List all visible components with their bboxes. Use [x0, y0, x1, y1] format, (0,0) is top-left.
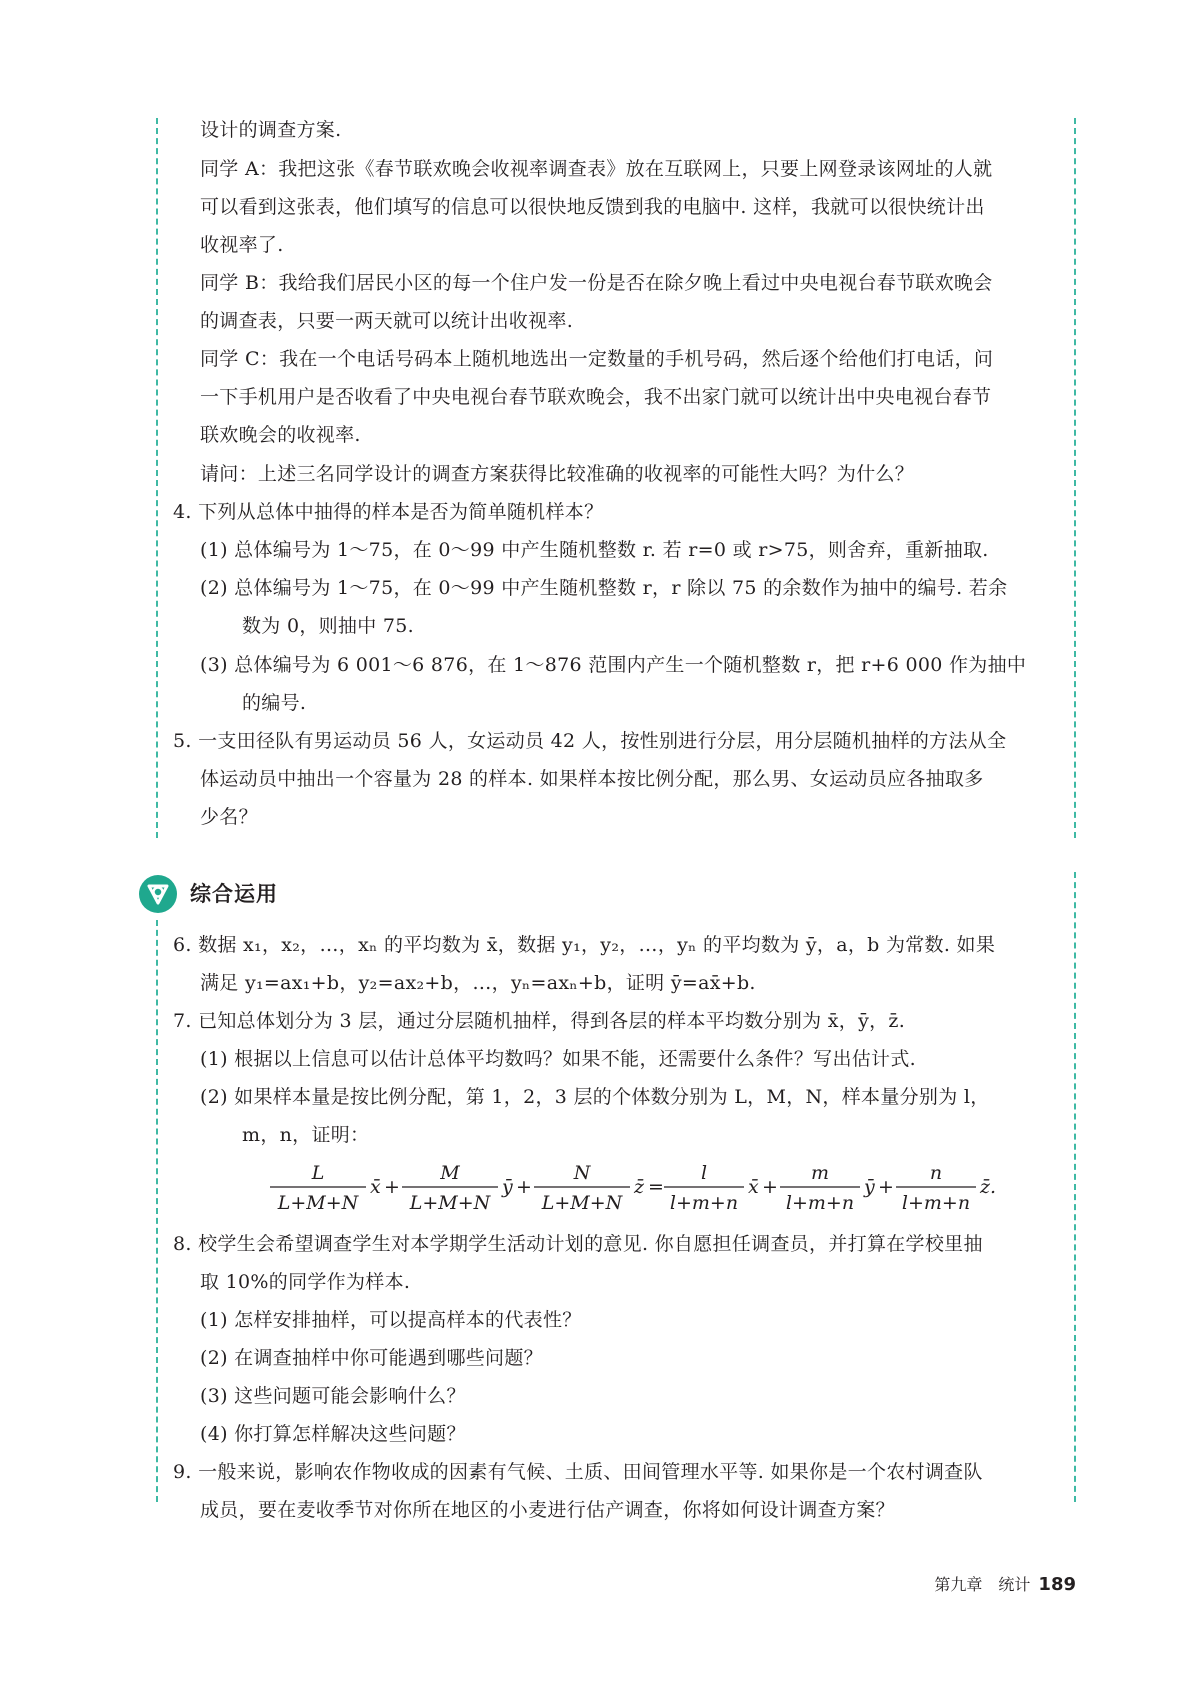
- exercise-4-item-3: (3) 总体编号为 6 001～6 876，在 1～876 范围内产生一个随机整数 r，把 r+6 000 作为抽中: [200, 654, 1027, 676]
- formula-denominator: L+M+N: [277, 1192, 359, 1214]
- exercise-9: 9. 一般来说，影响农作物收成的因素有气候、土质、田间管理水平等. 如果你是一个农村调查队: [173, 1461, 983, 1483]
- section-title: 综合运用: [190, 882, 278, 906]
- formula-denominator: L+M+N: [541, 1192, 623, 1214]
- exercise-8: 8. 校学生会希望调查学生对本学期学生活动计划的意见. 你自愿担任调查员，并打算在学校里抽: [173, 1233, 983, 1255]
- exercise-4: 4. 下列从总体中抽得的样本是否为简单随机样本？: [173, 501, 604, 523]
- formula-plus: +: [384, 1176, 400, 1198]
- formula-variable: ȳ: [502, 1176, 513, 1198]
- exercise-4-item-3-cont: 的编号.: [242, 692, 307, 714]
- formula-variable: z̄: [634, 1176, 645, 1198]
- student-c-text: 联欢晚会的收视率.: [200, 424, 361, 446]
- formula-variable: x̄: [370, 1176, 381, 1198]
- exercise-6-cont: 满足 y₁=ax₁+b，y₂=ax₂+b，…，yₙ=axₙ+b，证明 ȳ=ax̄+b.: [200, 972, 756, 994]
- formula-plus: +: [516, 1176, 532, 1198]
- formula-numerator: N: [573, 1162, 591, 1184]
- formula-variable: z̄.: [980, 1176, 997, 1198]
- exercise-4-item-2-cont: 数为 0，则抽中 75.: [242, 615, 414, 637]
- exercise-7-item-2: (2) 如果样本量是按比例分配，第 1，2，3 层的个体数分别为 L，M，N，样本量分别为 l，: [200, 1086, 990, 1108]
- formula-denominator: l+m+n: [901, 1192, 971, 1214]
- student-b-text: 的调查表，只要一两天就可以统计出收视率.: [200, 310, 574, 332]
- student-c-text: 同学 C：我在一个电话号码本上随机地选出一定数量的手机号码，然后逐个给他们打电话，问: [200, 348, 994, 370]
- frame-left-top: [156, 118, 158, 838]
- exercise-6: 6. 数据 x₁，x₂，…，xₙ 的平均数为 x̄，数据 y₁，y₂，…，yₙ 的平均数为 ȳ，a，b 为常数. 如果: [173, 934, 996, 956]
- exercise-5-cont: 少名？: [200, 806, 258, 828]
- formula-denominator: l+m+n: [785, 1192, 855, 1214]
- formula-numerator: m: [810, 1162, 830, 1184]
- formula-denominator: l+m+n: [669, 1192, 739, 1214]
- formula-equals: =: [648, 1176, 664, 1198]
- student-a-text: 同学 A：我把这张《春节联欢晚会收视率调查表》放在互联网上，只要上网登录该网址的人就: [200, 158, 993, 180]
- exercise-7: 7. 已知总体划分为 3 层，通过分层随机抽样，得到各层的样本平均数分别为 x̄，ȳ，z̄.: [173, 1010, 906, 1032]
- exercise-8-item-4: (4) 你打算怎样解决这些问题？: [200, 1423, 466, 1445]
- formula-numerator: L: [311, 1162, 325, 1184]
- exercise-8-cont: 取 10%的同学作为样本.: [200, 1271, 411, 1293]
- formula-plus: +: [878, 1176, 894, 1198]
- student-a-text: 可以看到这张表，他们填写的信息可以很快地反馈到我的电脑中. 这样，我就可以很快统计出: [200, 196, 985, 218]
- formula-variable: ȳ: [864, 1176, 875, 1198]
- student-b-text: 同学 B：我给我们居民小区的每一个住户发一份是否在除夕晚上看过中央电视台春节联欢晚会: [200, 272, 993, 294]
- formula-plus: +: [762, 1176, 778, 1198]
- frame-right-top: [1074, 118, 1076, 838]
- exercise-8-item-3: (3) 这些问题可能会影响什么？: [200, 1385, 466, 1407]
- student-a-text: 收视率了.: [200, 234, 284, 256]
- exercise-7-item-2-cont: m，n，证明：: [242, 1124, 370, 1146]
- page-footer: [934, 1572, 1076, 1595]
- formula-numerator: n: [929, 1162, 943, 1184]
- exercise-9-cont: 成员，要在麦收季节对你所在地区的小麦进行估产调查，你将如何设计调查方案？: [200, 1499, 895, 1521]
- exercise-4-item-1: (1) 总体编号为 1～75，在 0～99 中产生随机整数 r. 若 r=0 或 r>75，则舍弃，重新抽取.: [200, 539, 989, 561]
- question-text: 请问：上述三名同学设计的调查方案获得比较准确的收视率的可能性大吗？为什么？: [200, 463, 915, 485]
- exercise-7-item-1: (1) 根据以上信息可以估计总体平均数吗？如果不能，还需要什么条件？写出估计式.: [200, 1048, 916, 1070]
- text-line: 设计的调查方案.: [200, 119, 342, 141]
- proportion-formula: [268, 1157, 1008, 1217]
- frame-left-bottom: [156, 920, 158, 1502]
- formula-numerator: l: [700, 1162, 708, 1184]
- frame-right-bottom: [1074, 872, 1076, 1502]
- page-number: 189: [1038, 1574, 1076, 1595]
- exercise-8-item-1: (1) 怎样安排抽样，可以提高样本的代表性？: [200, 1309, 582, 1331]
- chapter-label: 第九章 统计: [934, 1575, 1031, 1594]
- exercise-5: 5. 一支田径队有男运动员 56 人，女运动员 42 人，按性别进行分层，用分层随机抽样的方法从全: [173, 730, 1007, 752]
- exercise-8-item-2: (2) 在调查抽样中你可能遇到哪些问题？: [200, 1347, 543, 1369]
- formula-variable: x̄: [748, 1176, 759, 1198]
- student-c-text: 一下手机用户是否收看了中央电视台春节联欢晚会，我不出家门就可以统计出中央电视台春节: [200, 386, 992, 408]
- exercise-4-item-2: (2) 总体编号为 1～75，在 0～99 中产生随机整数 r，r 除以 75 的余数作为抽中的编号. 若余: [200, 577, 1008, 599]
- formula-denominator: L+M+N: [409, 1192, 491, 1214]
- formula-numerator: M: [440, 1162, 460, 1184]
- triangle-badge-icon: [138, 874, 178, 914]
- exercise-5-cont: 体运动员中抽出一个容量为 28 的样本. 如果样本按比例分配，那么男、女运动员应各抽取多: [200, 768, 984, 790]
